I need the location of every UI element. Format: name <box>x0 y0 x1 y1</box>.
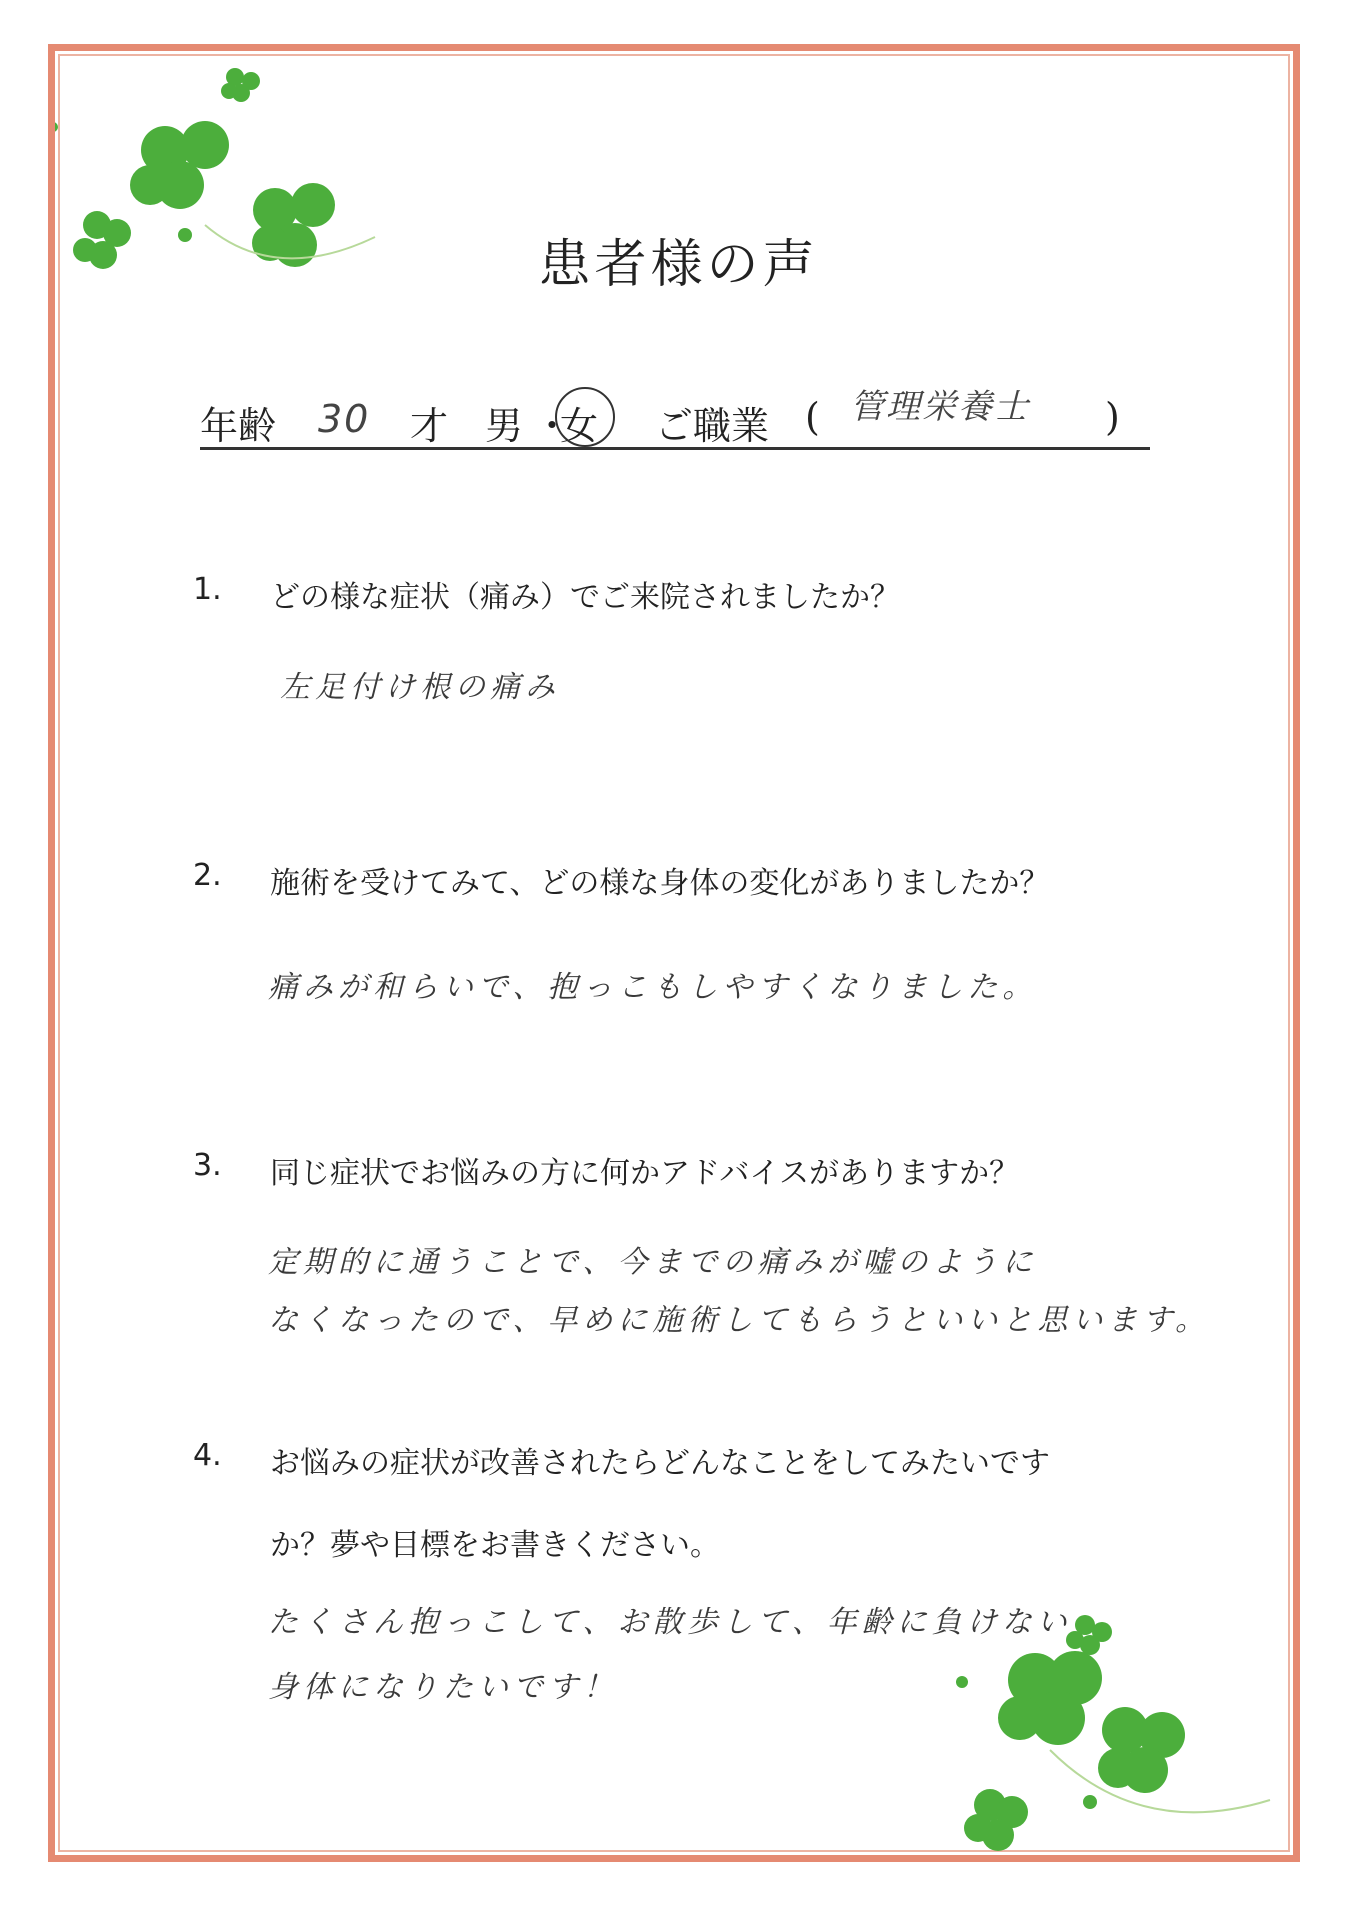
answer-4-line-1: たくさん抱っこして、お散歩して、年齢に負けない <box>268 1605 1072 1640</box>
answer-3-line-2: なくなったので、早めに施術してもらうといいと思います。 <box>268 1303 1210 1338</box>
profile-line <box>200 387 1150 450</box>
page-border-inner <box>58 54 1290 1852</box>
question-text-line-2: か？夢や目標をお書きください。 <box>270 1528 720 1563</box>
question-number: 1. <box>193 572 222 607</box>
question-text: 同じ症状でお悩みの方に何かアドバイスがありますか？ <box>270 1156 1020 1191</box>
selected-gender-circle <box>555 387 615 447</box>
gender-separator: ・ <box>533 404 572 448</box>
question-number: 4. <box>193 1438 222 1473</box>
answer-2-line-1: 痛みが和らいで、抱っこもしやすくなりました。 <box>268 970 1038 1005</box>
occupation-paren-close: ) <box>1105 395 1120 439</box>
occupation-label: ご職業 <box>655 404 770 448</box>
age-label: 年齢 <box>200 404 277 448</box>
occupation-value: 管理栄養士 <box>850 387 1030 427</box>
gender-male: 男 <box>485 404 524 448</box>
gender-female: 女 <box>560 404 599 448</box>
question-text: どの様な症状（痛み）でご来院されましたか？ <box>270 580 900 615</box>
page-title: 患者様の声 <box>538 235 819 295</box>
occupation-paren-open: ( <box>805 395 820 439</box>
question-number: 3. <box>193 1148 222 1183</box>
question-text-line-1: お悩みの症状が改善されたらどんなことをしてみたいです <box>270 1446 1050 1481</box>
age-value: 30 <box>318 397 371 441</box>
answer-4-line-2: 身体になりたいです！ <box>268 1670 618 1705</box>
answer-1-line-1: 左足付け根の痛み <box>280 670 560 705</box>
answer-3-line-1: 定期的に通うことで、今までの痛みが嘘のように <box>268 1245 1038 1280</box>
age-unit: 才 <box>410 404 449 448</box>
question-number: 2. <box>193 858 222 893</box>
question-text: 施術を受けてみて、どの様な身体の変化がありましたか？ <box>270 866 1050 901</box>
